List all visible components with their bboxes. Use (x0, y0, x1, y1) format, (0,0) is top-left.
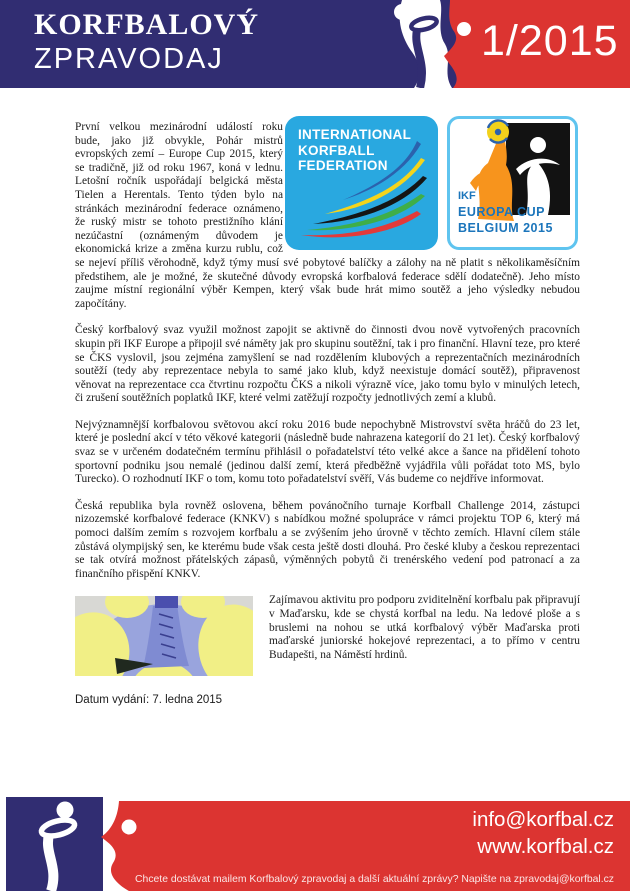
paragraph-2 (75, 324, 580, 406)
masthead (0, 0, 630, 88)
footer-club-logo (6, 797, 103, 891)
paragraph-3 (75, 419, 580, 487)
korfball-ice-skate-photo (75, 596, 253, 676)
newsletter-title (34, 8, 259, 76)
title-line-1: KORFBALOVÝ (34, 8, 260, 41)
publication-date: Datum vydání: 7. ledna 2015 (75, 694, 223, 707)
paragraph-1-text: První velkou mezinárodní událostí roku bude, jako již obvykle, Pohár mistrů evropských zemí – Europe Cup 2015, který se tradičně, již od roku 1967, koná v lednu. Letošní ročník uspořádají belgická města Tielen a Herentals. Tento týden bylo na stránkách mezinárodní federace oznámeno, že ruský mistr se tohoto prestižního klání nezúčastní (oznámeným důvodem je ekonomická krize a změna kurzu rublu, což se nejeví příliš věrohodně, když týmy musí své pobytové balíčky a zálohy na ně platit s několikaměsíčním předstihem, ale je možné, že skutečné důvody evropská korfbalová federace sdělí dodatečně). Jeho místo zaujme místní regionální výběr Kempen, který však bude hrát mimo soutěž a jeho výsledky nebudou započítány. (75, 121, 580, 310)
website-link[interactable]: www.korfbal.cz (477, 835, 614, 858)
paragraph-1 (75, 121, 580, 311)
issue-number: 1/2015 (481, 17, 619, 65)
ikf-text-line-1: INTERNATIONAL (298, 127, 412, 142)
ikf-text-line-3: FEDERATION (298, 158, 388, 173)
europa-text-line-2: EUROPA CUP (458, 205, 545, 219)
logo-wrap-spacer (283, 121, 580, 249)
paragraph-4 (75, 500, 580, 582)
footer-contact-band (99, 801, 630, 891)
subscription-note: Chcete dostávat mailem Korfbalový zpravodaj a další aktuální zprávy? Napište na zpravodaj@korfbal.cz (135, 874, 614, 885)
paragraph-2-text: Český korfbalový svaz využil možnost zapojit se aktivně do činnosti dvou nově vytvořených pracovních skupin při IKF Europe a připojil své náměty jak pro skupinu soutěžní, tak i pro finanční. Hlavní teze, pro které se ČKS vyslovil, jsou zejména zamyšlení se nad rozdělením klubových a reprezentačních mezinárodních soutěží (tedy aby reprezentace nebyla to samé jako klub, když neexistuje domácí soutěž), připravenost věnovat na reprezentace cca čtvrtinu rozpočtu ČKS a nikoli výrazně více, jako tomu bylo v minulých letech, či zrušení soutěžních poplatků IKF, které velmi zatěžují rozpočty jednotlivých zemí a klubů. (75, 324, 580, 405)
europa-text-line-3: BELGIUM 2015 (458, 221, 553, 235)
ikf-text-line-2: KORFBALL (298, 142, 375, 158)
paragraph-3-text: Nejvýznamnější korfbalovou světovou akcí roku 2016 bude nepochybně Mistrovství světa hráčů do 23 let, které je poslední akcí v této věkové kategorii (následně bude nahrazena kategorií do 21 let). Český korfbalový svaz se v určeném dodatečném termínu přihlásil o pořadatelství této velké akce a šance na přidělení tohoto sportovní podniku jsou nemalé (jedinou další zemí, která předběžně vyjádřila vůli pořádat toto MS, bylo Turecko). O rozhodnutí IKF o tom, komu toto pořadatelství svěří, Vás budeme co nejdříve informovat. (75, 418, 580, 486)
paragraph-5-text: Zajímavou aktivitu pro podporu zviditelnění korfbalu pak připravují v Maďarsku, kde se chystá korfbal na ledu. Na ledové ploše a s bruslemi na nohou se utká korfbalový výběr Maďarska proti maďarské juniorské hokejové reprezentaci, a to přímo v centru Budapešti, na Náměstí hrdinů. (269, 594, 580, 661)
europa-text-line-1: IKF (458, 190, 476, 202)
cks-logo-footer (6, 797, 103, 891)
title-line-2: ZPRAVODAJ (34, 43, 224, 75)
paragraph-4-text: Česká republika byla rovněž oslovena, během povánočního turnaje Korfball Challenge 2014, zástupci nizozemské korfbalové federace (KNKV) s nabídkou možné spolupráce v rámci projektu TOP 6, který má pomoci dalším zemím s rozvojem korfbalu a se zvýšením jeho úrovně v těchto zemích. Hlavní cílem stále zůstává olympijský sen, ke kterému bude však cesta ještě dosti dlouhá. Pro české kluby a českou reprezentaci se tak otvírá možnost přátelských zápasů, výměnných pobytů či trenérského vedení pod patronací a za finančního přispění KNKV. (75, 499, 580, 580)
paragraph-5 (75, 594, 580, 662)
article-body (0, 88, 630, 706)
contact-email-link[interactable]: info@korfbal.cz (472, 808, 614, 831)
